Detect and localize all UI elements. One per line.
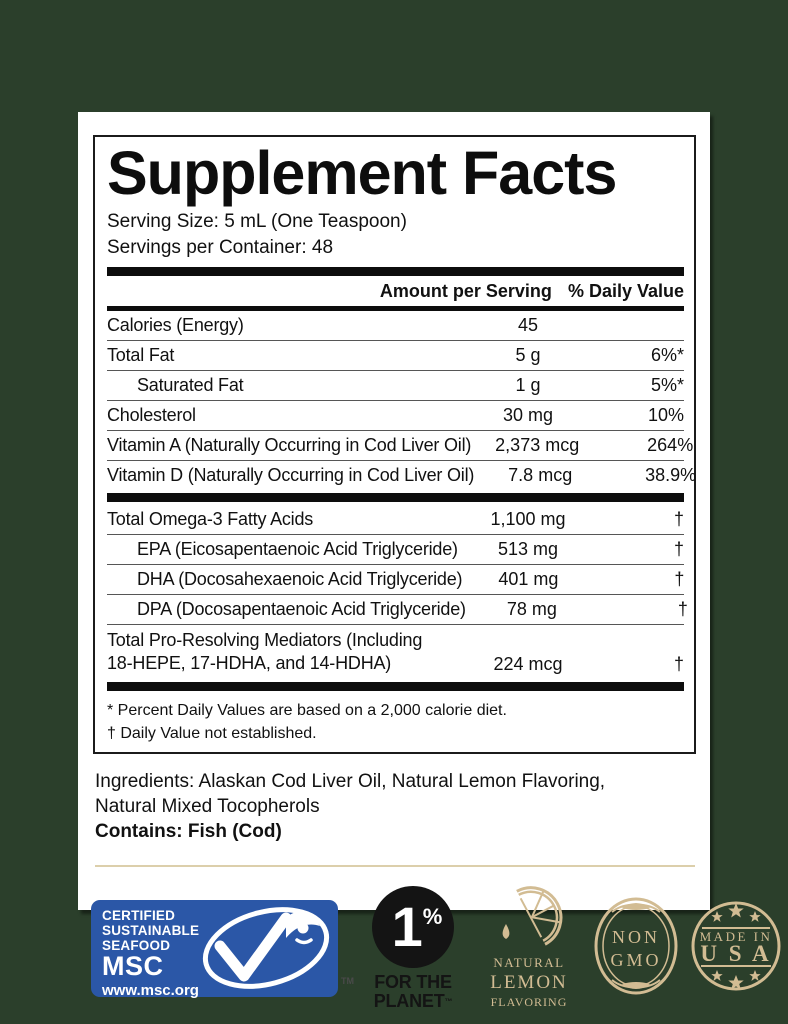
- one-percent-circle-icon: [372, 886, 454, 968]
- usa-line-made-in: MADE IN: [699, 928, 773, 944]
- nutrition-rows-section-2: [107, 505, 688, 679]
- row-dv: 10%: [647, 405, 684, 426]
- row-amount: 1 g: [515, 375, 541, 396]
- row-dv: †: [674, 569, 685, 590]
- row-dv: †: [673, 654, 684, 675]
- header-amount: Amount per Serving: [379, 281, 552, 302]
- msc-line-seafood: SEAFOOD: [102, 937, 171, 953]
- row-label: DHA (Docosahexaenoic Acid Triglyceride): [137, 569, 463, 590]
- row-dv: †: [673, 509, 684, 530]
- footnote-percent-dv: * Percent Daily Values are based on a 2,000 calorie diet.: [107, 702, 507, 720]
- row-dv: 38.9%: [645, 465, 697, 486]
- msc-name: MSC: [102, 950, 164, 981]
- certification-badges: [91, 886, 773, 1011]
- thick-rule: [107, 682, 684, 691]
- table-row: [107, 400, 684, 430]
- table-row: [107, 534, 684, 564]
- table-row: [107, 460, 697, 490]
- row-amount: 1,100 mg: [490, 509, 566, 530]
- lemon-line-natural: NATURAL: [493, 955, 565, 971]
- row-amount: 224 mcg: [493, 654, 563, 675]
- footnotes: [107, 694, 684, 745]
- panel-title: Supplement Facts: [107, 139, 617, 207]
- divider: [95, 865, 695, 867]
- one-percent-trademark: ™: [444, 996, 453, 1006]
- non-gmo-stamp-icon: [592, 895, 680, 997]
- row-amount: 2,373 mcg: [495, 435, 580, 456]
- footnote-dagger: † Daily Value not established.: [107, 725, 317, 742]
- row-label: Vitamin D (Naturally Occurring in Cod Liver Oil): [107, 465, 475, 486]
- one-percent-sign: %: [422, 903, 443, 929]
- row-amount: 7.8 mcg: [508, 465, 573, 486]
- table-row: [107, 624, 684, 679]
- supplement-facts-panel: [93, 135, 696, 754]
- msc-trademark: TM: [341, 975, 354, 986]
- lemon-wedge-icon: [492, 886, 566, 948]
- row-amount: 5 g: [515, 345, 541, 366]
- thick-rule: [107, 267, 684, 276]
- non-gmo-badge: [592, 895, 680, 1002]
- one-percent-wordmark: [360, 973, 466, 1011]
- lemon-line-flavoring: FLAVORING: [490, 995, 568, 1010]
- msc-fish-check-icon: [196, 900, 336, 997]
- row-label-line-2: 18-HEPE, 17-HDHA, and 14-HDHA): [107, 653, 392, 674]
- non-gmo-line-2: GMO: [610, 949, 662, 970]
- row-dv: 6%*: [650, 345, 684, 366]
- servings-per-container: Servings per Container: 48: [107, 236, 334, 258]
- usa-line-usa: U S A: [700, 940, 772, 966]
- thick-rule: [107, 493, 684, 502]
- row-dv: 264%: [647, 435, 694, 456]
- row-label: EPA (Eicosapentaenoic Acid Triglyceride): [137, 539, 458, 560]
- table-row: [107, 564, 684, 594]
- ingredients-line-1: Ingredients: Alaskan Cod Liver Oil, Natural Lemon Flavoring,: [95, 770, 606, 792]
- natural-lemon-badge: [476, 886, 582, 1010]
- one-percent-line-1: FOR THE: [374, 971, 452, 992]
- table-row: [107, 505, 684, 534]
- non-gmo-line-1: NON: [612, 926, 660, 947]
- row-amount: 401 mg: [498, 569, 559, 590]
- nutrition-rows-section-1: [107, 311, 697, 490]
- row-label-line-1: Total Pro-Resolving Mediators (Including: [107, 630, 423, 651]
- ingredients-line-2: Natural Mixed Tocopherols: [95, 795, 320, 817]
- ingredients-block: [95, 769, 690, 845]
- row-amount: 513 mg: [497, 539, 559, 560]
- msc-line-sustainable: SUSTAINABLE: [102, 922, 200, 938]
- msc-url: www.msc.org: [102, 981, 199, 999]
- row-label: Total Fat: [107, 345, 175, 366]
- made-in-usa-stamp-icon: [688, 895, 784, 997]
- row-label: Calories (Energy): [107, 315, 244, 336]
- row-label: DPA (Docosapentaenoic Acid Triglyceride): [137, 599, 466, 620]
- header-daily-value: % Daily Value: [567, 281, 684, 302]
- msc-text-block: [102, 908, 199, 999]
- row-label: Vitamin A (Naturally Occurring in Cod Liver Oil): [107, 435, 472, 456]
- table-row: [107, 340, 684, 370]
- msc-line-certified: CERTIFIED: [102, 907, 176, 923]
- row-label: Cholesterol: [107, 405, 196, 426]
- lemon-line-lemon: LEMON: [490, 972, 568, 994]
- row-label: Total Omega-3 Fatty Acids: [107, 509, 314, 530]
- table-row: [107, 311, 684, 340]
- row-dv: †: [677, 599, 688, 620]
- row-amount: 78 mg: [506, 599, 557, 620]
- row-label: [107, 629, 462, 675]
- msc-certified-badge: [91, 900, 354, 999]
- row-amount: 45: [517, 315, 539, 336]
- allergen-statement: Contains: Fish (Cod): [95, 821, 282, 843]
- row-dv: 5%*: [650, 375, 684, 396]
- row-amount: 30 mg: [502, 405, 554, 426]
- table-row: [107, 370, 684, 400]
- one-percent-line-2: PLANET™: [373, 990, 453, 1011]
- row-dv: †: [673, 539, 684, 560]
- row-label: Saturated Fat: [137, 375, 244, 396]
- serving-size: Serving Size: 5 mL (One Teaspoon): [107, 210, 407, 232]
- one-percent-number: 1: [391, 894, 423, 958]
- made-in-usa-badge: [688, 895, 784, 1002]
- table-row: [107, 430, 694, 460]
- table-row: [107, 594, 688, 624]
- table-header: [107, 276, 684, 306]
- one-percent-planet-badge: [360, 886, 466, 1011]
- label-card: [78, 112, 773, 1011]
